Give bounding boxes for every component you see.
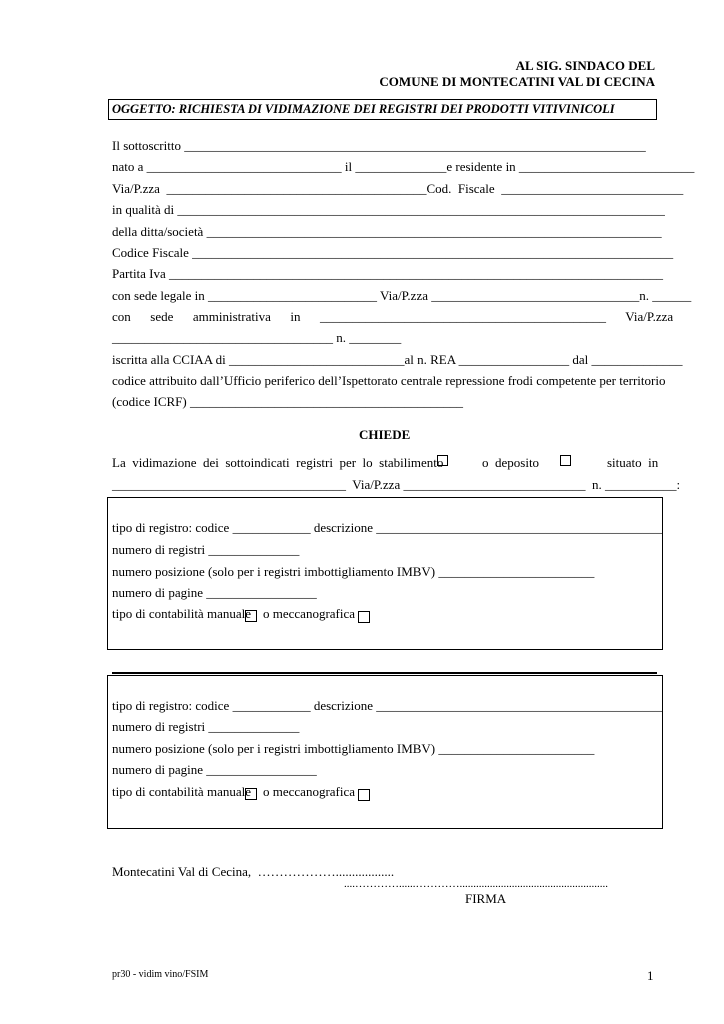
- register-1-numero: numero di registri ______________: [112, 542, 300, 557]
- register-1-pagine: numero di pagine _________________: [112, 585, 317, 600]
- form-line-codice-attribuito: codice attribuito dall’Ufficio periferico dell’Ispettorato centrale repressione frodi competente per territorio: [112, 373, 666, 388]
- deposito-checkbox[interactable]: [560, 455, 571, 466]
- register-2-meccanografica-checkbox[interactable]: [358, 789, 370, 801]
- register-2-tipo: tipo di registro: codice ____________ descrizione ____________________________________________: [112, 698, 663, 713]
- register-2-manuale-checkbox[interactable]: [245, 788, 257, 800]
- register-2-meccanografica-label: o meccanografica: [263, 784, 356, 799]
- chiede-title: CHIEDE: [359, 427, 411, 442]
- register-1-meccanografica-checkbox[interactable]: [358, 611, 370, 623]
- form-line-sede-amministrativa-cont: __________________________________ n. ________: [112, 330, 402, 345]
- form-line-nato: nato a ______________________________ il ______________e residente in ___________________________: [112, 159, 695, 174]
- subject-box: [108, 99, 657, 120]
- chiede-line-1-b: o deposito: [482, 455, 540, 470]
- page-number: 1: [647, 968, 654, 983]
- chiede-line-2: ____________________________________ Via/P.zza ____________________________ n. ___________:: [112, 477, 681, 492]
- stabilimento-checkbox[interactable]: [437, 455, 448, 466]
- addressee-line-2: COMUNE DI MONTECATINI VAL DI CECINA: [379, 74, 655, 89]
- form-line-sede-amministrativa: con sede amministrativa in ____________________________________________ Via/P.zza: [112, 309, 674, 324]
- chiede-line-1-c: situato in: [607, 455, 659, 470]
- form-line-cciaa: iscritta alla CCIAA di ___________________________al n. REA _________________ dal ______________: [112, 352, 683, 367]
- form-line-ditta: della ditta/società ______________________________________________________________________: [112, 224, 662, 239]
- footer-code: pr30 - vidim vino/FSIM: [112, 969, 209, 980]
- signature-label: FIRMA: [465, 891, 507, 906]
- register-1-posizione: numero posizione (solo per i registri imbottigliamento IMBV) ________________________: [112, 564, 595, 579]
- form-line-via: Via/P.zza ________________________________________Cod. Fiscale ____________________________: [112, 181, 684, 196]
- subject-text: OGGETTO: RICHIESTA DI VIDIMAZIONE DEI REGISTRI DEI PRODOTTI VITIVINICOLI: [112, 102, 615, 116]
- form-line-icrf: (codice ICRF) __________________________________________: [112, 394, 463, 409]
- register-2-contabilita-label: tipo di contabilità manuale: [112, 784, 251, 799]
- form-line-qualita: in qualità di ___________________________________________________________________________: [112, 202, 665, 217]
- form-line-partita-iva: Partita Iva ____________________________________________________________________________: [112, 266, 664, 281]
- chiede-line-1-a: La vidimazione dei sottoindicati registri per lo stabilimento: [112, 455, 444, 470]
- signature-dots: ....…………......…………......................................................: [344, 878, 608, 890]
- register-1-meccanografica-label: o meccanografica: [263, 606, 356, 621]
- form-line-sede-legale: con sede legale in __________________________ Via/P.zza ________________________________n. ______: [112, 288, 692, 303]
- place-date: Montecatini Val di Cecina, ………………..................: [112, 864, 395, 879]
- register-2-posizione: numero posizione (solo per i registri imbottigliamento IMBV) ________________________: [112, 741, 595, 756]
- register-2-pagine: numero di pagine _________________: [112, 762, 317, 777]
- register-1-tipo: tipo di registro: codice ____________ descrizione ____________________________________________: [112, 520, 663, 535]
- form-line-sottoscritto: Il sottoscritto _______________________________________________________________________: [112, 138, 646, 153]
- register-1-contabilita-label: tipo di contabilità manuale: [112, 606, 251, 621]
- addressee-line-1: AL SIG. SINDACO DEL: [515, 58, 655, 73]
- register-1-manuale-checkbox[interactable]: [245, 610, 257, 622]
- form-line-codice-fiscale: Codice Fiscale __________________________________________________________________________: [112, 245, 674, 260]
- section-separator: [112, 672, 657, 674]
- register-2-numero: numero di registri ______________: [112, 719, 300, 734]
